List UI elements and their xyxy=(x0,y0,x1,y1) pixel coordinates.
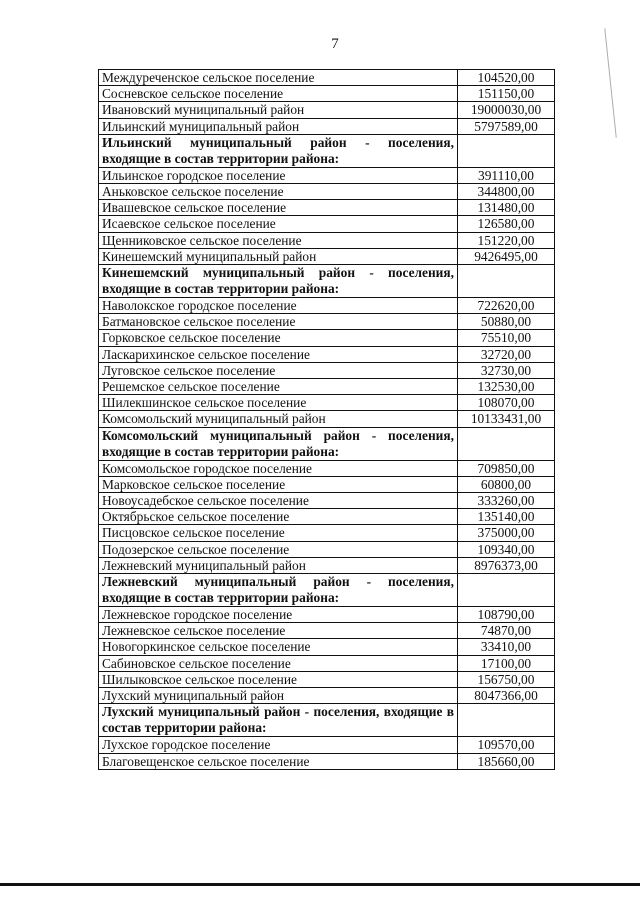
territory-name: Подозерское сельское поселение xyxy=(99,541,458,557)
amount-cell: 151150,00 xyxy=(458,86,555,102)
table-row xyxy=(99,623,555,639)
table-row xyxy=(99,737,555,753)
table-row xyxy=(99,314,555,330)
amount-cell: 104520,00 xyxy=(458,70,555,86)
section-header-row xyxy=(99,134,555,167)
amount-cell: 19000030,00 xyxy=(458,102,555,118)
budget-allocation-table xyxy=(98,69,555,770)
amount-cell: 722620,00 xyxy=(458,298,555,314)
table-row xyxy=(99,671,555,687)
table-row xyxy=(99,493,555,509)
table-row xyxy=(99,118,555,134)
table-row xyxy=(99,753,555,769)
amount-cell: 709850,00 xyxy=(458,460,555,476)
amount-cell xyxy=(458,574,555,607)
section-header-row xyxy=(99,265,555,298)
territory-name: Лежневский муниципальный район xyxy=(99,557,458,573)
amount-cell: 33410,00 xyxy=(458,639,555,655)
table-row xyxy=(99,379,555,395)
amount-cell: 60800,00 xyxy=(458,476,555,492)
territory-name: Кинешемский муниципальный район xyxy=(99,248,458,264)
territory-name: Благовещенское сельское поселение xyxy=(99,753,458,769)
table-row xyxy=(99,70,555,86)
amount-cell: 108790,00 xyxy=(458,607,555,623)
amount-cell: 8047366,00 xyxy=(458,688,555,704)
amount-cell: 109340,00 xyxy=(458,541,555,557)
amount-cell xyxy=(458,704,555,737)
table-row xyxy=(99,541,555,557)
amount-cell: 135140,00 xyxy=(458,509,555,525)
amount-cell: 391110,00 xyxy=(458,167,555,183)
amount-cell: 75510,00 xyxy=(458,330,555,346)
territory-name: Октябрьское сельское поселение xyxy=(99,509,458,525)
amount-cell: 132530,00 xyxy=(458,379,555,395)
table-row xyxy=(99,232,555,248)
territory-name: Батмановское сельское поселение xyxy=(99,314,458,330)
table-row xyxy=(99,298,555,314)
section-header-label: Кинешемский муниципальный район - поселения, входящие в состав территории района: xyxy=(99,265,458,298)
section-header-row xyxy=(99,427,555,460)
territory-name: Ильинский муниципальный район xyxy=(99,118,458,134)
section-header-row xyxy=(99,704,555,737)
territory-name: Исаевское сельское поселение xyxy=(99,216,458,232)
table-row xyxy=(99,411,555,427)
territory-name: Лухский муниципальный район xyxy=(99,688,458,704)
table-row xyxy=(99,557,555,573)
section-header-label: Лежневский муниципальный район - поселения, входящие в состав территории района: xyxy=(99,574,458,607)
territory-name: Лухское городское поселение xyxy=(99,737,458,753)
territory-name: Марковское сельское поселение xyxy=(99,476,458,492)
table-row xyxy=(99,476,555,492)
territory-name: Комсомольский муниципальный район xyxy=(99,411,458,427)
territory-name: Сосневское сельское поселение xyxy=(99,86,458,102)
territory-name: Комсомольское городское поселение xyxy=(99,460,458,476)
territory-name: Ильинское городское поселение xyxy=(99,167,458,183)
territory-name: Новоусадебское сельское поселение xyxy=(99,493,458,509)
amount-cell: 8976373,00 xyxy=(458,557,555,573)
table-row xyxy=(99,525,555,541)
table-row xyxy=(99,655,555,671)
table-row xyxy=(99,460,555,476)
amount-cell: 126580,00 xyxy=(458,216,555,232)
territory-name: Решемское сельское поселение xyxy=(99,379,458,395)
amount-cell: 32720,00 xyxy=(458,346,555,362)
amount-cell: 185660,00 xyxy=(458,753,555,769)
amount-cell: 375000,00 xyxy=(458,525,555,541)
table-row xyxy=(99,216,555,232)
territory-name: Писцовское сельское поселение xyxy=(99,525,458,541)
amount-cell: 156750,00 xyxy=(458,671,555,687)
table-row xyxy=(99,330,555,346)
table-row xyxy=(99,509,555,525)
section-header-label: Ильинский муниципальный район - поселения, входящие в состав территории района: xyxy=(99,134,458,167)
territory-name: Аньковское сельское поселение xyxy=(99,184,458,200)
amount-cell: 32730,00 xyxy=(458,362,555,378)
table-row xyxy=(99,346,555,362)
territory-name: Луговское сельское поселение xyxy=(99,362,458,378)
amount-cell: 131480,00 xyxy=(458,200,555,216)
table-row xyxy=(99,248,555,264)
table-row xyxy=(99,102,555,118)
amount-cell: 74870,00 xyxy=(458,623,555,639)
territory-name: Новогоркинское сельское поселение xyxy=(99,639,458,655)
territory-name: Лежневское сельское поселение xyxy=(99,623,458,639)
territory-name: Щенниковское сельское поселение xyxy=(99,232,458,248)
territory-name: Сабиновское сельское поселение xyxy=(99,655,458,671)
territory-name: Шилекшинское сельское поселение xyxy=(99,395,458,411)
amount-cell xyxy=(458,265,555,298)
amount-cell: 9426495,00 xyxy=(458,248,555,264)
table-row xyxy=(99,362,555,378)
amount-cell: 109570,00 xyxy=(458,737,555,753)
bottom-rule xyxy=(0,883,640,886)
territory-name: Ивашевское сельское поселение xyxy=(99,200,458,216)
territory-name: Наволокское городское поселение xyxy=(99,298,458,314)
table-row xyxy=(99,607,555,623)
section-header-label: Лухский муниципальный район - поселения, входящие в состав территории района: xyxy=(99,704,458,737)
amount-cell: 17100,00 xyxy=(458,655,555,671)
section-header-row xyxy=(99,574,555,607)
table-row xyxy=(99,86,555,102)
table-row xyxy=(99,200,555,216)
territory-name: Ивановский муниципальный район xyxy=(99,102,458,118)
territory-name: Шилыковское сельское поселение xyxy=(99,671,458,687)
territory-name: Лежневское городское поселение xyxy=(99,607,458,623)
table-row xyxy=(99,184,555,200)
amount-cell: 10133431,00 xyxy=(458,411,555,427)
territory-name: Ласкарихинское сельское поселение xyxy=(99,346,458,362)
table-row xyxy=(99,395,555,411)
territory-name: Междуреченское сельское поселение xyxy=(99,70,458,86)
amount-cell: 333260,00 xyxy=(458,493,555,509)
amount-cell: 50880,00 xyxy=(458,314,555,330)
amount-cell: 344800,00 xyxy=(458,184,555,200)
territory-name: Горковское сельское поселение xyxy=(99,330,458,346)
table-row xyxy=(99,688,555,704)
table-row xyxy=(99,167,555,183)
amount-cell xyxy=(458,427,555,460)
amount-cell: 5797589,00 xyxy=(458,118,555,134)
amount-cell: 151220,00 xyxy=(458,232,555,248)
page-number: 7 xyxy=(331,36,339,52)
section-header-label: Комсомольский муниципальный район - поселения, входящие в состав территории района: xyxy=(99,427,458,460)
amount-cell xyxy=(458,134,555,167)
table-row xyxy=(99,639,555,655)
amount-cell: 108070,00 xyxy=(458,395,555,411)
